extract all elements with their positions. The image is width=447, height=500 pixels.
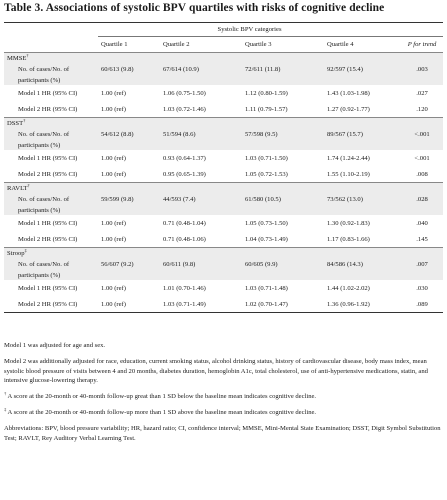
- model1-value: 1.00 (ref): [101, 219, 126, 227]
- empty-cell: [398, 118, 443, 130]
- empty-cell: [242, 140, 324, 150]
- model2-value: 1.27 (0.92-1.77): [327, 105, 370, 113]
- cases-ptrend: .007: [398, 259, 443, 270]
- model2-label: Model 2 HR (95% CI): [4, 296, 98, 313]
- section-footnote-mark: †: [23, 117, 26, 123]
- model1-value: 1.43 (1.03-1.98): [327, 89, 370, 97]
- header-quartile-4: Quartile 4: [324, 37, 398, 53]
- model2-value: 1.03 (0.72-1.46): [163, 105, 206, 113]
- model1-row: [4, 215, 443, 231]
- empty-cell: [398, 270, 443, 280]
- section-row: [4, 53, 443, 65]
- empty-cell: [324, 53, 398, 65]
- empty-cell: [398, 140, 443, 150]
- model1-ptrend: .030: [416, 284, 428, 292]
- cases-value: 92/597 (15.4): [324, 64, 398, 75]
- header-group-label: Systolic BPV categories: [98, 23, 398, 37]
- model2-value: 1.55 (1.10-2.19): [327, 170, 370, 178]
- model1-label: Model 1 HR (95% CI): [18, 284, 78, 292]
- empty-cell: [160, 270, 242, 280]
- empty-cell: [324, 140, 398, 150]
- model1-value: 0.93 (0.64-1.37): [163, 154, 206, 162]
- model1-value: 1.01 (0.70-1.46): [163, 284, 206, 292]
- section-name: MMSE: [7, 55, 27, 62]
- model1-label: Model 1 HR (95% CI): [18, 89, 78, 97]
- cases-row: [4, 194, 443, 205]
- empty-cell: [398, 205, 443, 215]
- header-quartile-1: Quartile 1: [98, 37, 160, 53]
- empty-cell: [98, 53, 160, 65]
- empty-cell: [160, 53, 242, 65]
- cases-value: 51/594 (8.6): [160, 129, 242, 140]
- empty-cell: [242, 183, 324, 195]
- model2-ptrend: .089: [398, 296, 443, 313]
- model1-ptrend: <.001: [414, 154, 430, 162]
- cases-row: [4, 64, 443, 75]
- cases-value: 67/614 (10.9): [160, 64, 242, 75]
- empty-cell: [398, 75, 443, 85]
- model2-value: 1.02 (0.70-1.47): [242, 296, 324, 313]
- model1-value: 1.30 (0.92-1.83): [327, 219, 370, 227]
- cases-value: 73/562 (13.0): [324, 194, 398, 205]
- cases-value: 54/612 (8.8): [98, 129, 160, 140]
- empty-cell: [242, 118, 324, 130]
- section-row: [4, 118, 443, 130]
- note-abbreviations: Abbreviations: BPV, blood pressure variability; HR, hazard ratio; CI, confidence interval; MMSE, Mini-Mental State Examination; DSST, Digit Symbol Substitution Test; RAVLT, Rey Auditory Verbal Learning Test.: [4, 425, 441, 442]
- cases-value: 61/580 (10.5): [242, 194, 324, 205]
- empty-cell: [160, 183, 242, 195]
- note-model2: Model 2 was additionally adjusted for race, education, current smoking status, alcohol drinking status, history of cardiovascular disease, body mass index, mean systolic blood pressure of visits between 4 and 20 months, diabetes duration, hemoglobin A1c, total cholesterol, use of anti-hypertensive medications, statin, and intensive glucose-lowering therapy.: [4, 358, 428, 384]
- empty-cell: [98, 183, 160, 195]
- empty-cell: [324, 118, 398, 130]
- cases-label-continued: participants (%): [4, 270, 98, 280]
- header-quartile-3: Quartile 3: [242, 37, 324, 53]
- cases-value: 89/567 (15.7): [324, 129, 398, 140]
- model2-value: 1.00 (ref): [101, 105, 126, 113]
- model1-row: [4, 280, 443, 296]
- model2-value: 1.17 (0.83-1.66): [327, 235, 370, 243]
- empty-cell: [242, 75, 324, 85]
- empty-cell: [324, 205, 398, 215]
- empty-cell: [160, 75, 242, 85]
- cases-ptrend: .028: [398, 194, 443, 205]
- section-row: [4, 183, 443, 195]
- empty-cell: [324, 270, 398, 280]
- model2-value: 1.03 (0.71-1.49): [160, 296, 242, 313]
- model2-label: Model 2 HR (95% CI): [18, 235, 78, 243]
- cases-value: 60/611 (9.8): [160, 259, 242, 270]
- empty-cell: [160, 248, 242, 260]
- empty-cell: [324, 183, 398, 195]
- header-row-quartiles: [4, 37, 443, 53]
- section-label: [4, 248, 98, 260]
- cases-label-continued: participants (%): [4, 140, 98, 150]
- model2-ptrend: .008: [416, 170, 428, 178]
- note-double-dagger: [4, 408, 444, 418]
- section-footnote-mark: †: [27, 182, 30, 188]
- model2-value: 1.00 (ref): [98, 296, 160, 313]
- model1-value: 0.71 (0.48-1.04): [163, 219, 206, 227]
- section-name: Stroop: [7, 250, 25, 257]
- model2-row: [4, 296, 443, 313]
- empty-cell: [98, 270, 160, 280]
- empty-cell: [242, 270, 324, 280]
- empty-cell: [398, 183, 443, 195]
- model2-value: 1.11 (0.79-1.57): [245, 105, 288, 113]
- header-quartile-2: Quartile 2: [160, 37, 242, 53]
- model2-row: [4, 231, 443, 248]
- empty-cell: [242, 205, 324, 215]
- double-dagger-mark: ‡: [4, 406, 7, 412]
- section-label: [4, 53, 98, 65]
- model2-value: 1.00 (ref): [101, 170, 126, 178]
- model2-label: Model 2 HR (95% CI): [18, 170, 78, 178]
- header-ptrend: P for trend: [398, 37, 443, 53]
- model2-ptrend: .145: [416, 235, 428, 243]
- model2-ptrend: .120: [416, 105, 428, 113]
- cases-label: No. of cases/No. of: [4, 194, 98, 205]
- model2-label: Model 2 HR (95% CI): [18, 105, 78, 113]
- model2-value: 0.71 (0.48-1.06): [163, 235, 206, 243]
- model2-row: [4, 101, 443, 118]
- cases-value: 59/599 (9.8): [98, 194, 160, 205]
- cases-row: [4, 259, 443, 270]
- model1-ptrend: .027: [416, 89, 428, 97]
- cases-row-continued: [4, 75, 443, 85]
- table-notes: [4, 341, 444, 450]
- table-title: Table 3. Associations of systolic BPV quartiles with risks of cognitive decline: [4, 2, 385, 14]
- empty-cell: [398, 248, 443, 260]
- model2-value: 0.95 (0.65-1.39): [163, 170, 206, 178]
- empty-cell: [98, 140, 160, 150]
- empty-cell: [324, 75, 398, 85]
- dagger-mark: †: [4, 390, 7, 396]
- empty-cell: [98, 205, 160, 215]
- model1-value: 1.00 (ref): [101, 89, 126, 97]
- model1-value: 1.03 (0.71-1.50): [245, 154, 288, 162]
- cases-value: 44/593 (7.4): [160, 194, 242, 205]
- model1-row: [4, 85, 443, 101]
- model1-ptrend: .040: [416, 219, 428, 227]
- empty-cell: [98, 75, 160, 85]
- cases-value: 57/598 (9.5): [242, 129, 324, 140]
- cases-value: 72/611 (11.8): [242, 64, 324, 75]
- empty-cell: [324, 248, 398, 260]
- model2-value: 1.36 (0.96-1.92): [324, 296, 398, 313]
- model2-value: 1.05 (0.72-1.53): [245, 170, 288, 178]
- empty-cell: [98, 118, 160, 130]
- note-model1: Model 1 was adjusted for age and sex.: [4, 342, 106, 349]
- cases-value: 56/607 (9.2): [98, 259, 160, 270]
- sections-body: [4, 53, 443, 313]
- model1-value: 1.00 (ref): [101, 154, 126, 162]
- model1-value: 1.44 (1.02-2.02): [327, 284, 370, 292]
- empty-cell: [242, 53, 324, 65]
- cases-label-continued: participants (%): [4, 75, 98, 85]
- cases-value: 60/605 (9.9): [242, 259, 324, 270]
- section-label: [4, 183, 98, 195]
- cases-label: No. of cases/No. of: [4, 129, 98, 140]
- note-double-dagger-text: A score at the 20-month or 40-month follow-up more than 1 SD above the baseline mean indicates cognitive decline.: [6, 409, 317, 416]
- section-name: DSST: [7, 120, 24, 127]
- cases-label-continued: participants (%): [4, 205, 98, 215]
- empty-cell: [242, 248, 324, 260]
- cases-label: No. of cases/No. of: [4, 64, 98, 75]
- section-footnote-mark: †: [26, 52, 29, 58]
- model1-label: Model 1 HR (95% CI): [18, 219, 78, 227]
- model2-row: [4, 166, 443, 183]
- section-label: [4, 118, 98, 130]
- section-row: [4, 248, 443, 260]
- model1-value: 1.12 (0.80-1.59): [245, 89, 288, 97]
- empty-cell: [98, 248, 160, 260]
- cases-value: 60/613 (9.8): [98, 64, 160, 75]
- section-footnote-mark: ‡: [24, 247, 27, 253]
- model1-label: Model 1 HR (95% CI): [18, 154, 78, 162]
- cases-ptrend: .003: [398, 64, 443, 75]
- cases-row: [4, 129, 443, 140]
- cases-ptrend: <.001: [398, 129, 443, 140]
- header-row-group: [4, 23, 443, 37]
- model1-value: 1.06 (0.75-1.50): [163, 89, 206, 97]
- model2-value: 1.00 (ref): [101, 235, 126, 243]
- empty-cell: [398, 53, 443, 65]
- model1-value: 1.74 (1.24-2.44): [327, 154, 370, 162]
- cases-row-continued: [4, 140, 443, 150]
- model1-value: 1.05 (0.73-1.50): [245, 219, 288, 227]
- model1-value: 1.00 (ref): [101, 284, 126, 292]
- empty-cell: [160, 118, 242, 130]
- empty-cell: [160, 140, 242, 150]
- cases-row-continued: [4, 205, 443, 215]
- empty-cell: [160, 205, 242, 215]
- cases-label: No. of cases/No. of: [4, 259, 98, 270]
- section-name: RAVLT: [7, 185, 28, 192]
- cases-value: 84/586 (14.3): [324, 259, 398, 270]
- model1-value: 1.03 (0.71-1.48): [245, 284, 288, 292]
- note-dagger-text: A score at the 20-month or 40-month follow-up great than 1 SD below the baseline mean indicates cognitive decline.: [6, 393, 317, 400]
- note-dagger: [4, 392, 444, 402]
- results-table: [4, 22, 443, 313]
- cases-row-continued: [4, 270, 443, 280]
- model1-row: [4, 150, 443, 166]
- model2-value: 1.04 (0.73-1.49): [245, 235, 288, 243]
